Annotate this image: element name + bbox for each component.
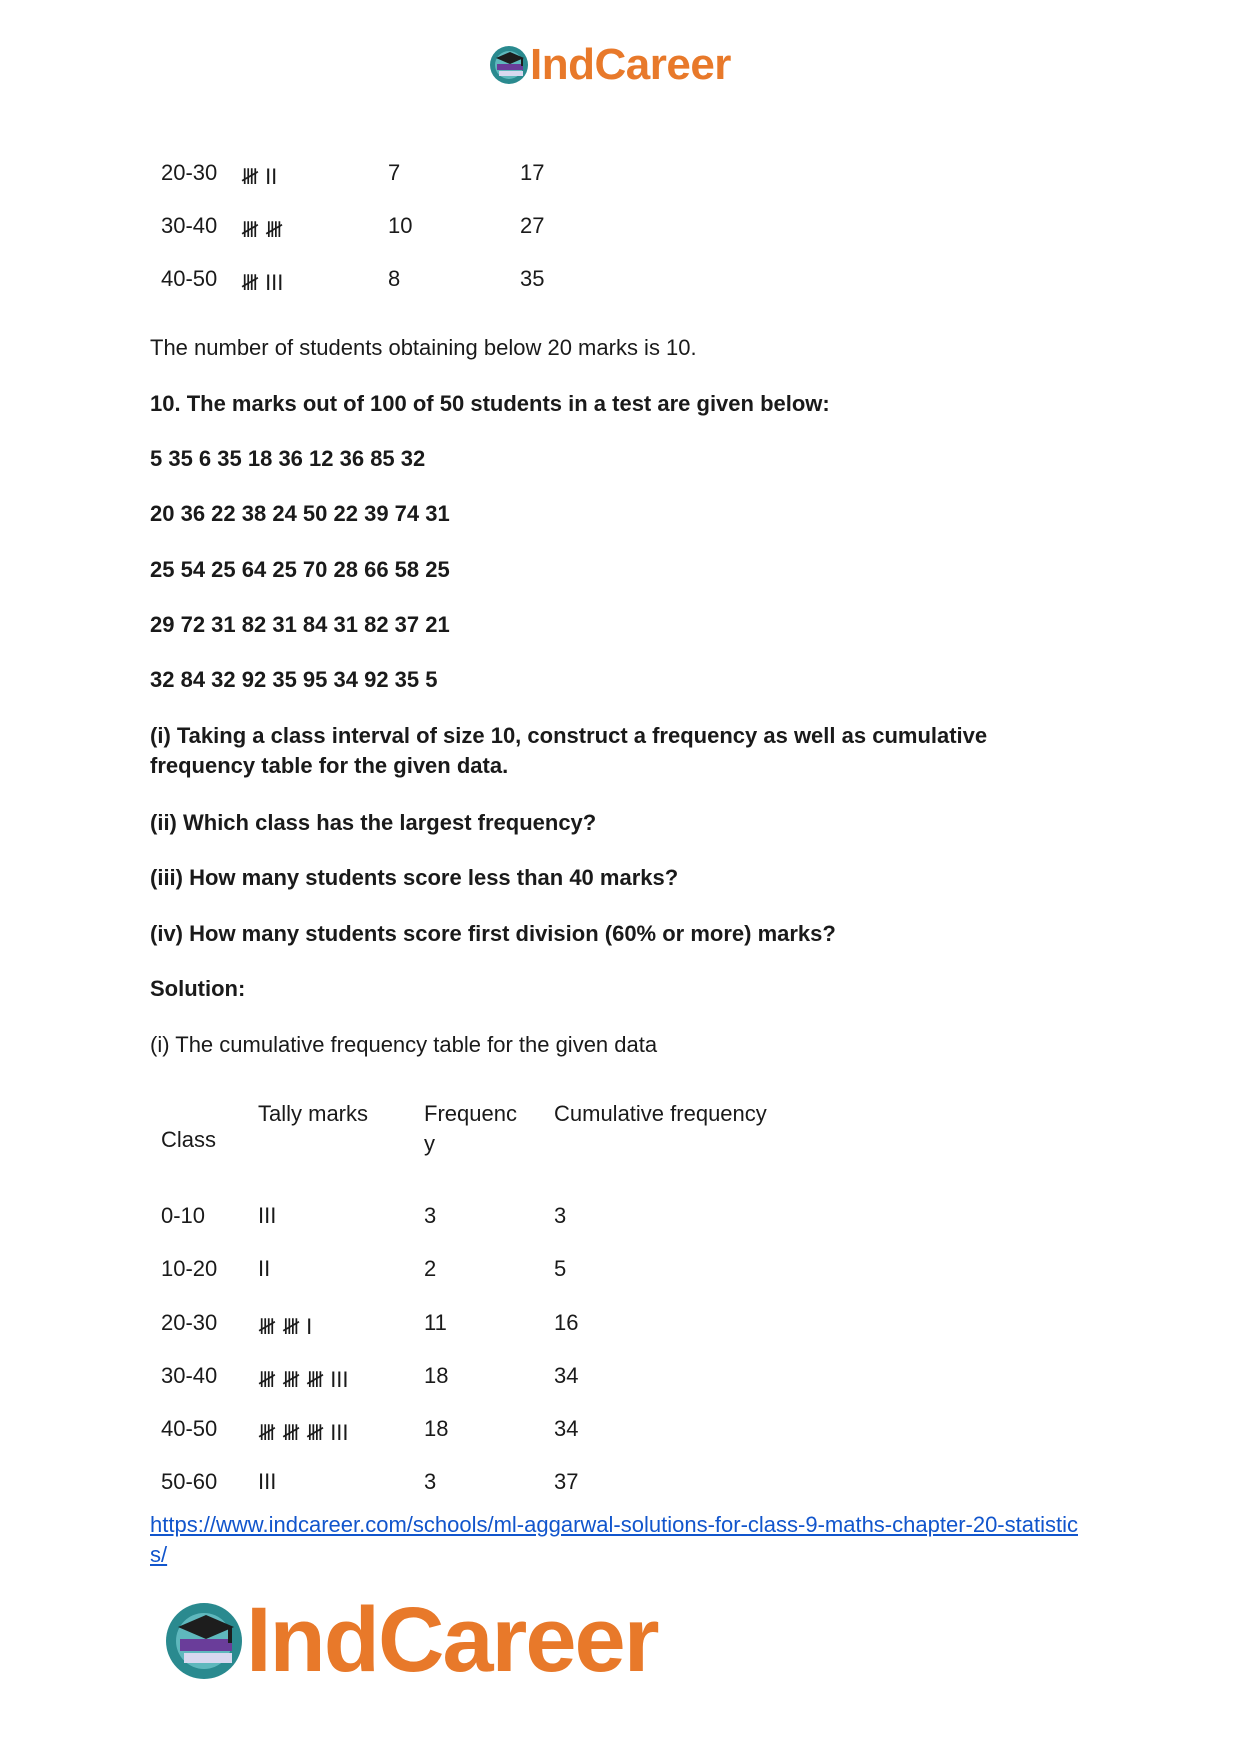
data-line: 20 36 22 38 24 50 22 39 74 31 bbox=[150, 501, 450, 526]
brand-name: IndCareer bbox=[246, 1589, 658, 1691]
graduation-cap-books-icon bbox=[162, 1599, 246, 1683]
brand-name: IndCareer bbox=[530, 40, 731, 89]
data-line: 25 54 25 64 25 70 28 66 58 25 bbox=[150, 557, 450, 582]
header-cumulative: Cumulative frequency bbox=[554, 1101, 767, 1126]
question-part-iv: (iv) How many students score first division (60% or more) marks? bbox=[150, 921, 836, 946]
header-tally: Tally marks bbox=[258, 1101, 369, 1126]
header-frequency: Frequenc y bbox=[424, 1101, 517, 1156]
question-title: 10. The marks out of 100 of 50 students in a test are given below: bbox=[150, 391, 830, 416]
question-part-ii: (ii) Which class has the largest frequency? bbox=[150, 810, 597, 835]
question-part-iii: (iii) How many students score less than 40 marks? bbox=[150, 865, 679, 890]
data-line: 5 35 6 35 18 36 12 36 85 32 bbox=[150, 446, 426, 471]
solution-intro: (i) The cumulative frequency table for the given data bbox=[150, 1032, 658, 1057]
graduation-cap-books-icon bbox=[488, 44, 530, 86]
data-line: 32 84 32 92 35 95 34 92 35 5 bbox=[150, 667, 438, 692]
indcareer-logo-top bbox=[488, 40, 731, 90]
question-part-i: (i) Taking a class interval of size 10, construct a frequency as well as cumulative frequency table for the given data. bbox=[150, 723, 988, 778]
solution-label: Solution: bbox=[150, 976, 246, 1001]
answer-line: The number of students obtaining below 20 marks is 10. bbox=[150, 335, 697, 360]
data-line: 29 72 31 82 31 84 31 82 37 21 bbox=[150, 612, 450, 637]
source-link[interactable]: https://www.indcareer.com/schools/ml-aggarwal-solutions-for-class-9-maths-chapter-20-statistics/ bbox=[150, 1512, 1078, 1567]
header-class: Class bbox=[161, 1127, 217, 1152]
indcareer-logo-bottom bbox=[162, 1588, 658, 1693]
